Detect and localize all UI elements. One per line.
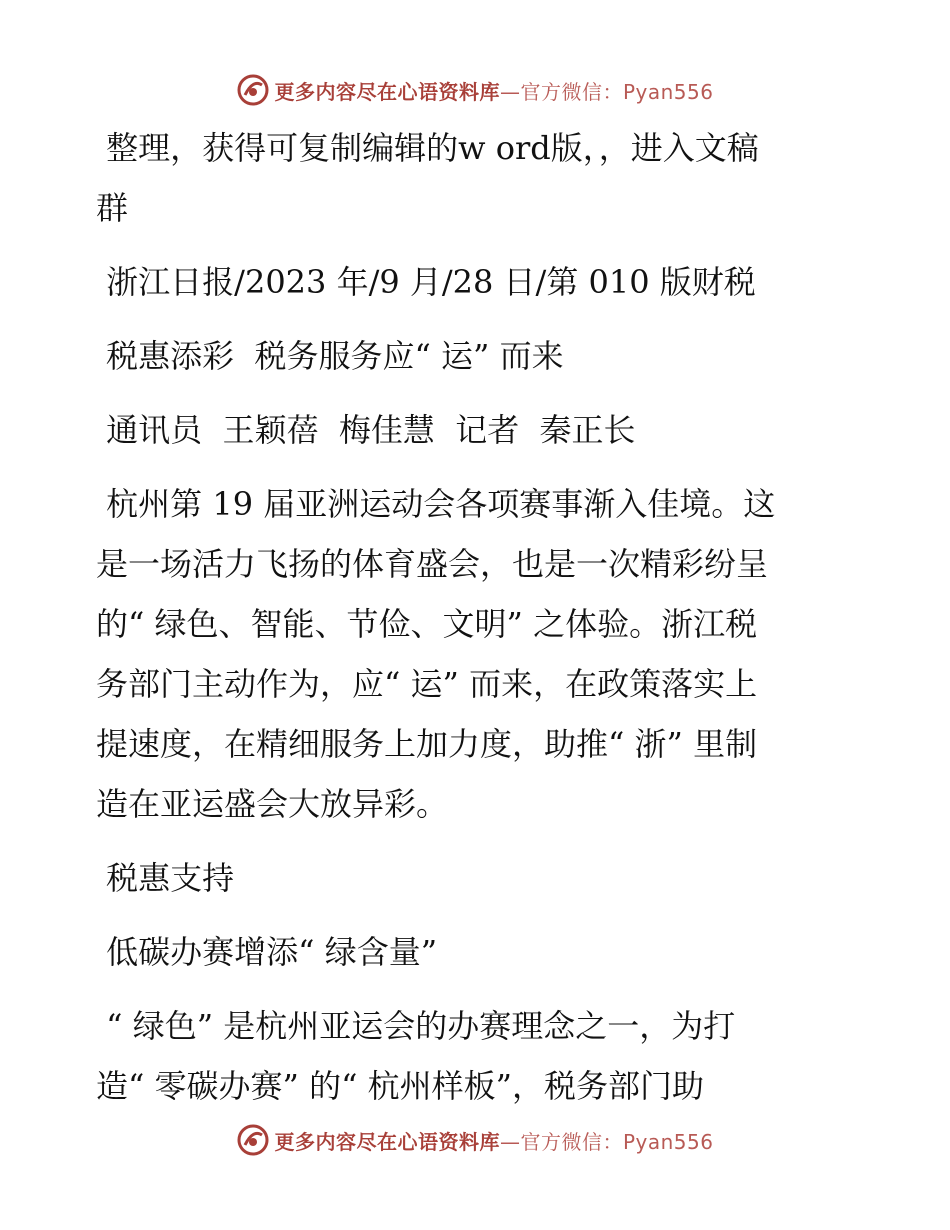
intro-paragraph xyxy=(96,118,856,238)
text-line: 的“ 绿色、智能、节俭、文明” 之体验。浙江税 xyxy=(96,605,758,643)
text-line: 造在亚运盛会大放异彩。 xyxy=(96,785,449,823)
banner-contact-text: —官方微信：Pyan556 xyxy=(499,79,714,104)
footer-watermark xyxy=(0,1120,950,1160)
text-line: 通讯员 王颖蓓 梅佳慧 记者 秦正长 xyxy=(96,411,636,449)
banner-contact-text: —官方微信：Pyan556 xyxy=(499,1129,714,1154)
paragraph-2 xyxy=(96,996,856,1116)
text-line: 群 xyxy=(96,189,129,227)
text-line: 浙江日报/2023 年/9 月/28 日/第 010 版财税 xyxy=(96,263,756,301)
text-line: 杭州第 19 届亚洲运动会各项赛事渐入佳境。这 xyxy=(96,485,776,523)
banner-brand-text: 更多内容尽在心语资料库 xyxy=(274,1129,500,1154)
text-line: “ 绿色” 是杭州亚运会的办赛理念之一，为打 xyxy=(96,1007,736,1045)
source-line xyxy=(96,252,856,312)
text-line: 务部门主动作为，应“ 运” 而来，在政策落实上 xyxy=(96,665,758,703)
text-line: 税惠支持 xyxy=(96,859,235,897)
banner-brand-text: 更多内容尽在心语资料库 xyxy=(274,79,500,104)
header-watermark xyxy=(0,70,950,110)
document-body xyxy=(96,118,856,1116)
text-line: 提速度，在精细服务上加力度，助推“ 浙” 里制 xyxy=(96,725,758,763)
subheading-2 xyxy=(96,922,856,982)
text-line: 税惠添彩 税务服务应“ 运” 而来 xyxy=(96,337,564,375)
brand-logo-icon xyxy=(236,73,270,107)
paragraph-1 xyxy=(96,474,856,834)
text-line: 造“ 零碳办赛” 的“ 杭州样板”，税务部门助 xyxy=(96,1067,704,1105)
text-line: 整理，获得可复制编辑的w ord版，，进入文稿 xyxy=(96,129,759,167)
byline xyxy=(96,400,856,460)
text-line: 是一场活力飞扬的体育盛会，也是一次精彩纷呈 xyxy=(96,545,769,583)
subheading-1 xyxy=(96,848,856,908)
brand-logo-icon xyxy=(236,1123,270,1157)
article-headline xyxy=(96,326,856,386)
text-line: 低碳办赛增添“ 绿含量” xyxy=(96,933,438,971)
